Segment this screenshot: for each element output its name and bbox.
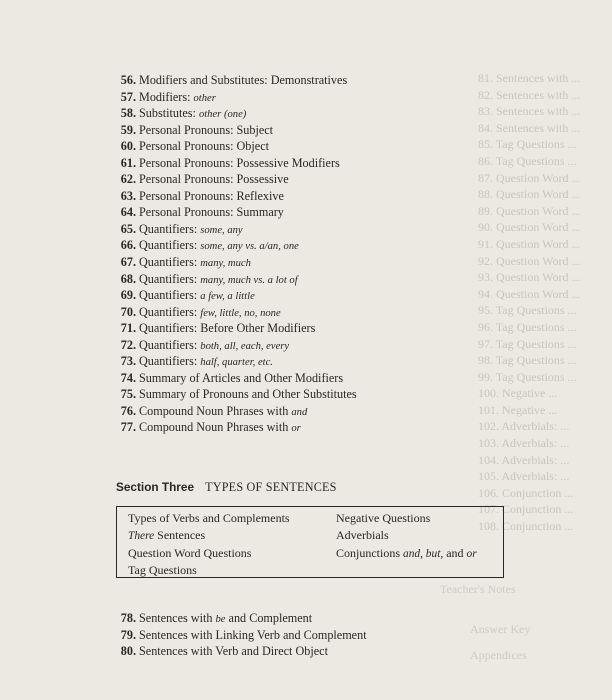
toc-entry-italic: or xyxy=(291,423,301,435)
bleed-through-line: 105. Adverbials: ... xyxy=(478,469,570,484)
bleed-through-line: 88. Question Word ... xyxy=(478,187,581,202)
bleed-through-line: 93. Question Word ... xyxy=(478,270,581,285)
toc-entry-number: 67. xyxy=(120,255,136,270)
toc-entry-number: 59. xyxy=(120,122,136,137)
toc-entry-text: Summary of Articles and Other Modifiers xyxy=(139,370,344,385)
toc-entry-text: Personal Pronouns: Reflexive xyxy=(139,188,284,203)
toc-entry xyxy=(112,386,472,403)
bleed-through-line: 98. Tag Questions ... xyxy=(478,353,577,368)
bleed-through-text xyxy=(478,70,612,535)
toc-entry-text: Sentences with Verb and Direct Object xyxy=(139,644,328,659)
toc-entry-number: 76. xyxy=(120,403,136,418)
toc-entry xyxy=(112,320,472,337)
toc-entry xyxy=(112,122,472,139)
toc-entry xyxy=(112,204,472,221)
bleed-through-footer: Appendices xyxy=(470,648,527,662)
toc-entry-italic: be xyxy=(215,614,226,625)
toc-entry-text: Quantifiers: xyxy=(139,304,201,319)
toc-entry-italic: a few, a little xyxy=(200,291,255,303)
toc-entry xyxy=(112,221,472,238)
bleed-through-line: 91. Question Word ... xyxy=(478,236,581,251)
bleed-through-line: 96. Tag Questions ... xyxy=(478,319,577,334)
toc-entry-text: Compound Noun Phrases with xyxy=(139,420,292,435)
toc-entry-text-after: and Complement xyxy=(225,611,313,625)
bleed-through-line: 103. Adverbials: ... xyxy=(478,436,570,451)
toc-entry xyxy=(112,337,472,354)
toc-entry-text: Quantifiers: Before Other Modifiers xyxy=(139,321,316,336)
toc-entry xyxy=(112,370,472,387)
toc-entry-text: Modifiers: xyxy=(139,89,194,104)
topic-text: Adverbials xyxy=(336,528,389,543)
topics-column-left xyxy=(128,510,290,580)
topic-item xyxy=(128,545,290,562)
section-topics-box xyxy=(116,506,504,578)
toc-entry-number: 78. xyxy=(120,611,136,625)
bleed-through-footer: Answer Key xyxy=(470,622,531,636)
toc-entry-text: Personal Pronouns: Possessive Modifiers xyxy=(139,155,340,170)
bleed-through-line: 100. Negative ... xyxy=(478,386,558,401)
bleed-through-line: 82. Sentences with ... xyxy=(478,87,581,102)
topic-text-after: Sentences xyxy=(154,528,206,543)
topic-item xyxy=(128,510,290,527)
topic-text: Types of Verbs and Complements xyxy=(128,511,290,525)
table-of-contents xyxy=(112,72,472,436)
toc-entry-italic: few, little, no, none xyxy=(200,307,281,319)
bleed-through-line: 89. Question Word ... xyxy=(478,203,581,218)
toc-entry-italic: other (one) xyxy=(198,109,247,121)
section-heading xyxy=(116,480,337,495)
toc-entry-italic: both, all, each, every xyxy=(200,340,290,352)
toc-entry xyxy=(112,188,472,205)
bleed-through-line: 92. Question Word ... xyxy=(478,253,581,268)
bleed-through-line: 84. Sentences with ... xyxy=(478,120,581,135)
toc-entry-italic: many, much vs. a lot of xyxy=(200,274,298,286)
toc-entry-number: 74. xyxy=(120,370,136,385)
toc-entry-number: 71. xyxy=(120,321,136,336)
topic-italic-2: or xyxy=(466,547,477,560)
bleed-through-line: 102. Adverbials: ... xyxy=(478,419,570,434)
toc-entry-number: 77. xyxy=(120,420,136,435)
toc-entry-number: 80. xyxy=(120,644,136,659)
toc-entry xyxy=(112,627,472,644)
toc-entry xyxy=(112,610,472,627)
toc-entry-number: 69. xyxy=(120,288,136,303)
toc-entry-text: Quantifiers: xyxy=(139,271,201,286)
toc-entry-text: Quantifiers: xyxy=(139,221,201,236)
bleed-through-line: 85. Tag Questions ... xyxy=(478,137,577,152)
toc-entry-number: 65. xyxy=(120,221,136,236)
toc-entry-text: Quantifiers: xyxy=(139,354,201,369)
topic-text-after: and xyxy=(443,545,467,560)
toc-entry-text: Sentences with Linking Verb and Complement xyxy=(139,627,367,642)
bleed-through-line: 83. Sentences with ... xyxy=(478,104,581,119)
toc-entry xyxy=(112,171,472,188)
toc-entry xyxy=(112,287,472,304)
section-label: Section Three xyxy=(116,480,195,494)
toc-entry xyxy=(112,353,472,370)
toc-entry-text: Compound Noun Phrases with xyxy=(139,403,292,418)
toc-entry-number: 66. xyxy=(120,238,136,253)
bleed-through-line: 90. Question Word ... xyxy=(478,220,581,235)
topic-item xyxy=(128,527,290,544)
toc-entry-number: 68. xyxy=(120,271,136,286)
toc-entry-number: 57. xyxy=(120,89,136,104)
bleed-through-footer: Teacher's Notes xyxy=(440,582,516,596)
toc-entry-number: 58. xyxy=(120,106,136,121)
toc-entry xyxy=(112,155,472,172)
toc-entry xyxy=(112,419,472,436)
bleed-through-line: 86. Tag Questions ... xyxy=(478,153,577,168)
toc-entry-text: Sentences with xyxy=(139,611,216,625)
toc-entry xyxy=(112,271,472,288)
toc-entry-text: Personal Pronouns: Possessive xyxy=(139,172,289,187)
topic-text: Conjunctions xyxy=(336,545,404,560)
toc-entry-number: 79. xyxy=(120,627,136,642)
bleed-through-line: 101. Negative ... xyxy=(478,402,558,417)
topics-column-right xyxy=(336,510,477,562)
topic-item xyxy=(336,545,477,562)
toc-entry-text: Modifiers and Substitutes: Demonstratives xyxy=(139,73,348,87)
toc-entry-number: 60. xyxy=(120,139,136,154)
toc-entry xyxy=(112,643,472,660)
section-title: TYPES OF SENTENCES xyxy=(205,480,337,494)
toc-entry-number: 75. xyxy=(120,387,136,402)
table-of-contents-continued xyxy=(112,610,472,660)
topic-text: Question Word Questions xyxy=(128,545,252,560)
toc-entry xyxy=(112,89,472,106)
bleed-through-line: 104. Adverbials: ... xyxy=(478,452,570,467)
toc-entry-text: Personal Pronouns: Summary xyxy=(139,205,284,220)
topic-italic: There xyxy=(128,530,155,543)
topic-item xyxy=(128,562,290,579)
toc-entry-italic: and xyxy=(291,406,308,418)
toc-entry-text: Personal Pronouns: Object xyxy=(139,139,269,154)
toc-entry xyxy=(112,403,472,420)
bleed-through-line: 107. Conjunction ... xyxy=(478,502,574,517)
toc-entry-italic: many, much xyxy=(200,258,251,270)
toc-entry-number: 72. xyxy=(120,337,136,352)
toc-entry-italic: other xyxy=(193,92,216,104)
topic-text: Negative Questions xyxy=(336,511,431,525)
bleed-through-line: 81. Sentences with ... xyxy=(478,71,581,85)
toc-entry-number: 73. xyxy=(120,354,136,369)
toc-entry xyxy=(112,138,472,155)
toc-entry-number: 70. xyxy=(120,304,136,319)
toc-entry xyxy=(112,304,472,321)
toc-entry xyxy=(112,72,472,89)
toc-entry-number: 62. xyxy=(120,172,136,187)
bleed-through-line: 106. Conjunction ... xyxy=(478,485,574,500)
toc-entry xyxy=(112,237,472,254)
toc-entry-italic: half, quarter, etc. xyxy=(200,357,273,369)
toc-entry-text: Quantifiers: xyxy=(139,238,201,253)
toc-entry xyxy=(112,105,472,122)
topic-item xyxy=(336,527,477,544)
bleed-through-line: 87. Question Word ... xyxy=(478,170,581,185)
toc-entry-number: 56. xyxy=(120,73,136,87)
toc-entry-italic: some, any xyxy=(200,224,243,236)
bleed-through-line: 95. Tag Questions ... xyxy=(478,303,577,318)
bleed-through-line: 99. Tag Questions ... xyxy=(478,369,577,384)
toc-entry-number: 61. xyxy=(120,155,136,170)
toc-entry-text: Substitutes: xyxy=(139,106,199,121)
bleed-through-line: 94. Question Word ... xyxy=(478,286,581,301)
topic-italic: and, but, xyxy=(403,547,444,560)
topic-text: Tag Questions xyxy=(128,563,197,578)
bleed-through-line: 97. Tag Questions ... xyxy=(478,336,577,351)
toc-entry-text: Quantifiers: xyxy=(139,337,201,352)
toc-entry-number: 63. xyxy=(120,188,136,203)
topic-item xyxy=(336,510,477,527)
bleed-through-line: 108. Conjunction ... xyxy=(478,519,574,534)
toc-entry-text: Personal Pronouns: Subject xyxy=(139,122,274,137)
toc-entry-number: 64. xyxy=(120,205,136,220)
toc-entry-italic: some, any vs. a/an, one xyxy=(200,241,299,253)
toc-entry xyxy=(112,254,472,271)
toc-entry-text: Quantifiers: xyxy=(139,288,201,303)
toc-entry-text: Summary of Pronouns and Other Substitutes xyxy=(139,387,357,402)
toc-entry-text: Quantifiers: xyxy=(139,255,201,270)
